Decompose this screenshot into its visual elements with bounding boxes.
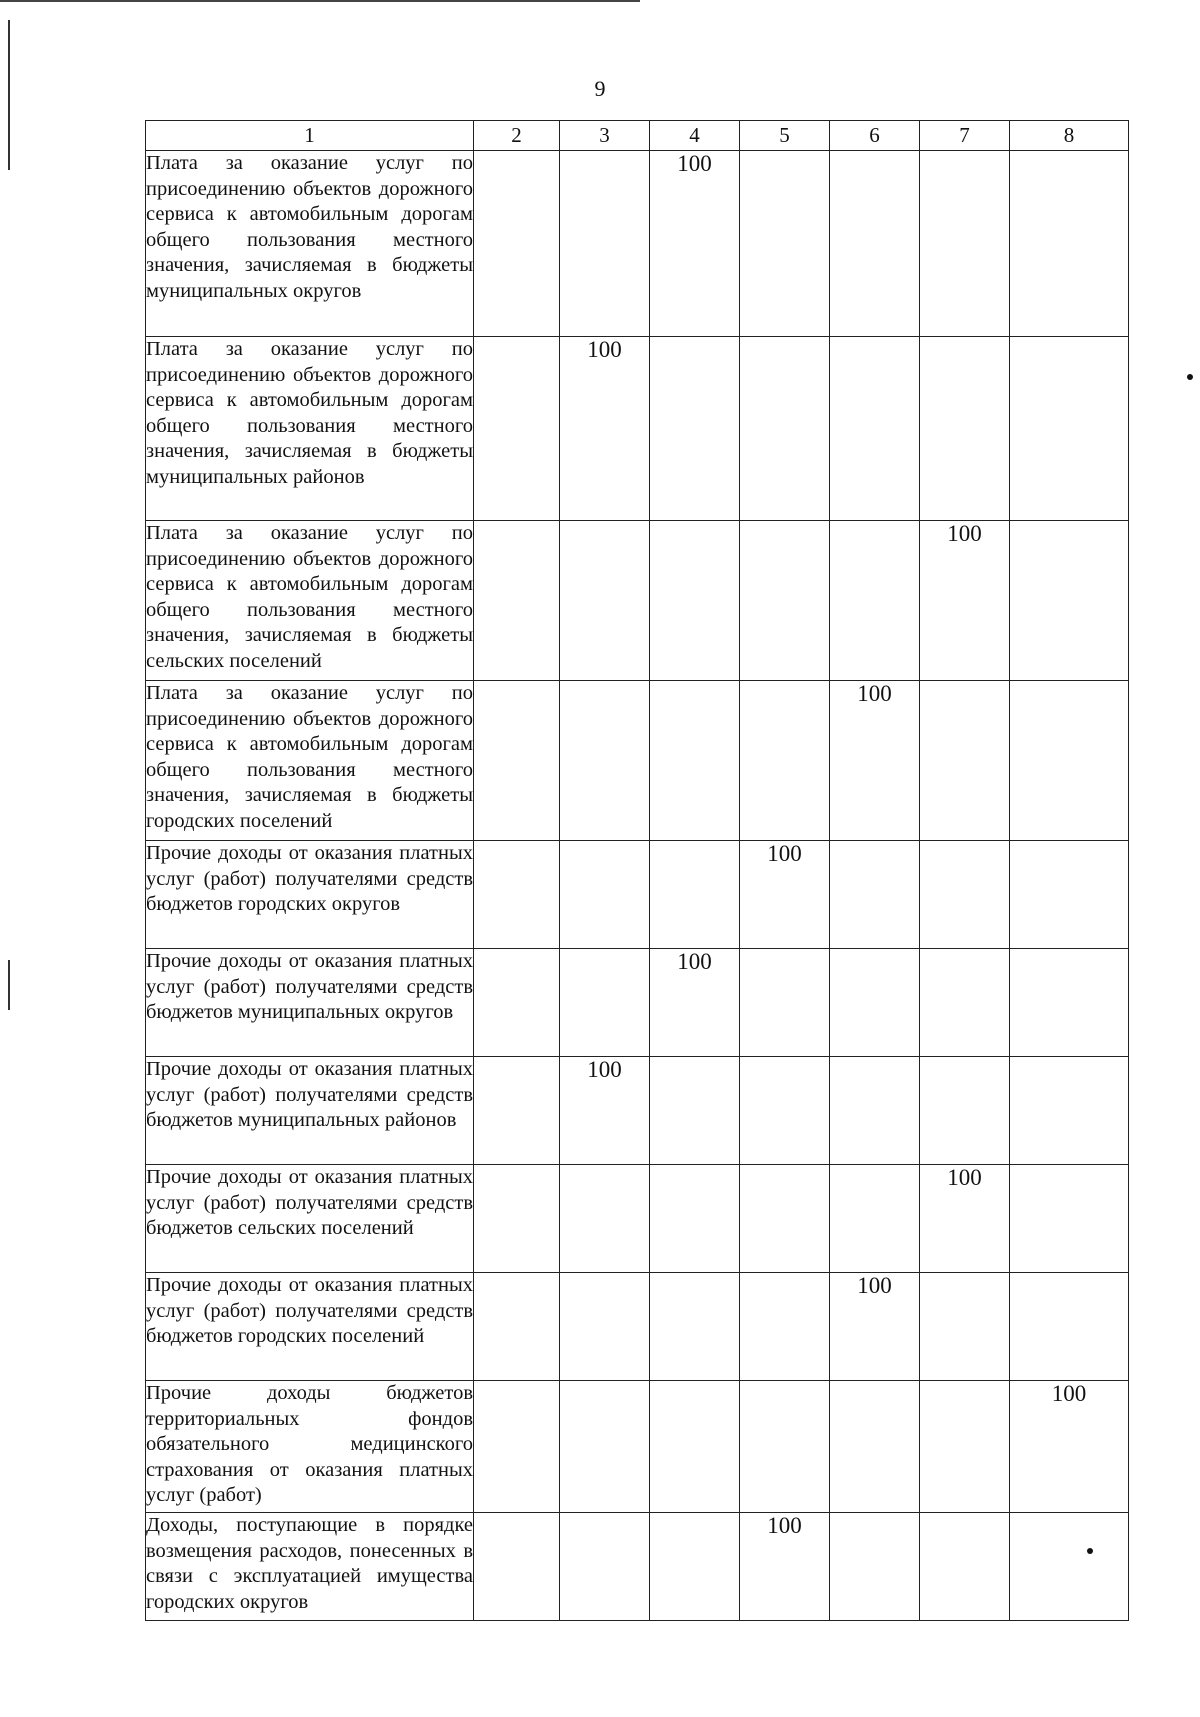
value-cell-col-8 (1010, 1273, 1129, 1381)
value-cell-col-7 (920, 681, 1010, 841)
row-description: Плата за оказание услуг по присоединению объектов дорожного сервиса к автомобильным дорогам общего пользования местного значения, зачисляемая в бюджеты муниципальных районов (146, 337, 474, 521)
value-cell-col-2 (474, 1273, 560, 1381)
value-cell-col-5 (740, 1273, 830, 1381)
value-cell-col-4: 100 (650, 949, 740, 1057)
value-cell-col-6 (830, 1381, 920, 1513)
value-cell-col-5 (740, 681, 830, 841)
table-row (146, 1057, 1129, 1165)
value-cell-col-4 (650, 681, 740, 841)
column-header-1: 1 (146, 121, 474, 151)
value-cell-col-8 (1010, 151, 1129, 337)
revenue-distribution-table (145, 120, 1129, 1621)
value-cell-col-6 (830, 1057, 920, 1165)
value-cell-col-4 (650, 1165, 740, 1273)
value-cell-col-4 (650, 1513, 740, 1621)
row-description: Прочие доходы от оказания платных услуг (работ) получателями средств бюджетов муниципальных районов (146, 1057, 474, 1165)
value-cell-col-8 (1010, 841, 1129, 949)
value-cell-col-6 (830, 841, 920, 949)
row-description: Прочие доходы от оказания платных услуг (работ) получателями средств бюджетов сельских поселений (146, 1165, 474, 1273)
value-cell-col-8 (1010, 1165, 1129, 1273)
value-cell-col-3 (560, 841, 650, 949)
value-cell-col-6 (830, 949, 920, 1057)
column-number-header-row (146, 121, 1129, 151)
value-cell-col-4 (650, 841, 740, 949)
value-cell-col-6 (830, 521, 920, 681)
value-cell-col-6 (830, 151, 920, 337)
value-cell-col-3 (560, 1513, 650, 1621)
value-cell-col-8 (1010, 949, 1129, 1057)
value-cell-col-7 (920, 337, 1010, 521)
row-description: Прочие доходы бюджетов территориальных фондов обязательного медицинского страхования от оказания платных услуг (работ) (146, 1381, 474, 1513)
value-cell-col-6: 100 (830, 1273, 920, 1381)
column-header-7: 7 (920, 121, 1010, 151)
value-cell-col-2 (474, 681, 560, 841)
value-cell-col-4 (650, 1273, 740, 1381)
value-cell-col-5: 100 (740, 1513, 830, 1621)
table-row (146, 841, 1129, 949)
value-cell-col-7 (920, 1381, 1010, 1513)
column-header-3: 3 (560, 121, 650, 151)
table-row (146, 337, 1129, 521)
column-header-4: 4 (650, 121, 740, 151)
table-row (146, 1165, 1129, 1273)
value-cell-col-2 (474, 1381, 560, 1513)
column-header-5: 5 (740, 121, 830, 151)
value-cell-col-8 (1010, 337, 1129, 521)
value-cell-col-8 (1010, 1513, 1129, 1621)
value-cell-col-7: 100 (920, 1165, 1010, 1273)
row-description: Плата за оказание услуг по присоединению объектов дорожного сервиса к автомобильным дорогам общего пользования местного значения, зачисляемая в бюджеты муниципальных округов (146, 151, 474, 337)
value-cell-col-7 (920, 1513, 1010, 1621)
page-number: 9 (594, 76, 606, 101)
value-cell-col-5 (740, 1165, 830, 1273)
value-cell-col-3: 100 (560, 1057, 650, 1165)
value-cell-col-7 (920, 949, 1010, 1057)
value-cell-col-4 (650, 1381, 740, 1513)
value-cell-col-2 (474, 337, 560, 521)
table-row (146, 1381, 1129, 1513)
row-description: Плата за оказание услуг по присоединению объектов дорожного сервиса к автомобильным дорогам общего пользования местного значения, зачисляемая в бюджеты сельских поселений (146, 521, 474, 681)
value-cell-col-5 (740, 1057, 830, 1165)
scan-top-edge-line (0, 0, 640, 2)
table-row (146, 151, 1129, 337)
value-cell-col-6 (830, 1513, 920, 1621)
table-row (146, 521, 1129, 681)
value-cell-col-2 (474, 521, 560, 681)
value-cell-col-3 (560, 151, 650, 337)
value-cell-col-6 (830, 1165, 920, 1273)
table-row (146, 1513, 1129, 1621)
value-cell-col-3 (560, 521, 650, 681)
value-cell-col-3: 100 (560, 337, 650, 521)
value-cell-col-6 (830, 337, 920, 521)
value-cell-col-2 (474, 1165, 560, 1273)
value-cell-col-4 (650, 337, 740, 521)
scan-speck (1187, 374, 1193, 380)
scan-left-edge-mark (8, 960, 10, 1010)
row-description: Доходы, поступающие в порядке возмещения расходов, понесенных в связи с эксплуатацией имущества городских округов (146, 1513, 474, 1621)
column-header-8: 8 (1010, 121, 1129, 151)
value-cell-col-8 (1010, 521, 1129, 681)
value-cell-col-3 (560, 1273, 650, 1381)
column-header-6: 6 (830, 121, 920, 151)
value-cell-col-7 (920, 151, 1010, 337)
value-cell-col-3 (560, 1381, 650, 1513)
value-cell-col-6: 100 (830, 681, 920, 841)
value-cell-col-7: 100 (920, 521, 1010, 681)
value-cell-col-8 (1010, 1057, 1129, 1165)
value-cell-col-7 (920, 1057, 1010, 1165)
value-cell-col-7 (920, 1273, 1010, 1381)
value-cell-col-3 (560, 1165, 650, 1273)
value-cell-col-4: 100 (650, 151, 740, 337)
value-cell-col-5 (740, 949, 830, 1057)
value-cell-col-5 (740, 151, 830, 337)
row-description: Прочие доходы от оказания платных услуг (работ) получателями средств бюджетов городских поселений (146, 1273, 474, 1381)
table-row (146, 949, 1129, 1057)
table-row (146, 681, 1129, 841)
column-header-2: 2 (474, 121, 560, 151)
value-cell-col-8 (1010, 681, 1129, 841)
value-cell-col-8: 100 (1010, 1381, 1129, 1513)
value-cell-col-2 (474, 1057, 560, 1165)
value-cell-col-2 (474, 151, 560, 337)
value-cell-col-2 (474, 949, 560, 1057)
table-body (146, 151, 1129, 1621)
row-description: Плата за оказание услуг по присоединению объектов дорожного сервиса к автомобильным дорогам общего пользования местного значения, зачисляемая в бюджеты городских поселений (146, 681, 474, 841)
row-description: Прочие доходы от оказания платных услуг (работ) получателями средств бюджетов муниципальных округов (146, 949, 474, 1057)
value-cell-col-7 (920, 841, 1010, 949)
value-cell-col-5 (740, 521, 830, 681)
table-row (146, 1273, 1129, 1381)
value-cell-col-2 (474, 1513, 560, 1621)
value-cell-col-3 (560, 949, 650, 1057)
value-cell-col-4 (650, 521, 740, 681)
value-cell-col-5 (740, 1381, 830, 1513)
row-description: Прочие доходы от оказания платных услуг (работ) получателями средств бюджетов городских округов (146, 841, 474, 949)
value-cell-col-3 (560, 681, 650, 841)
value-cell-col-4 (650, 1057, 740, 1165)
value-cell-col-5 (740, 337, 830, 521)
value-cell-col-2 (474, 841, 560, 949)
value-cell-col-5: 100 (740, 841, 830, 949)
